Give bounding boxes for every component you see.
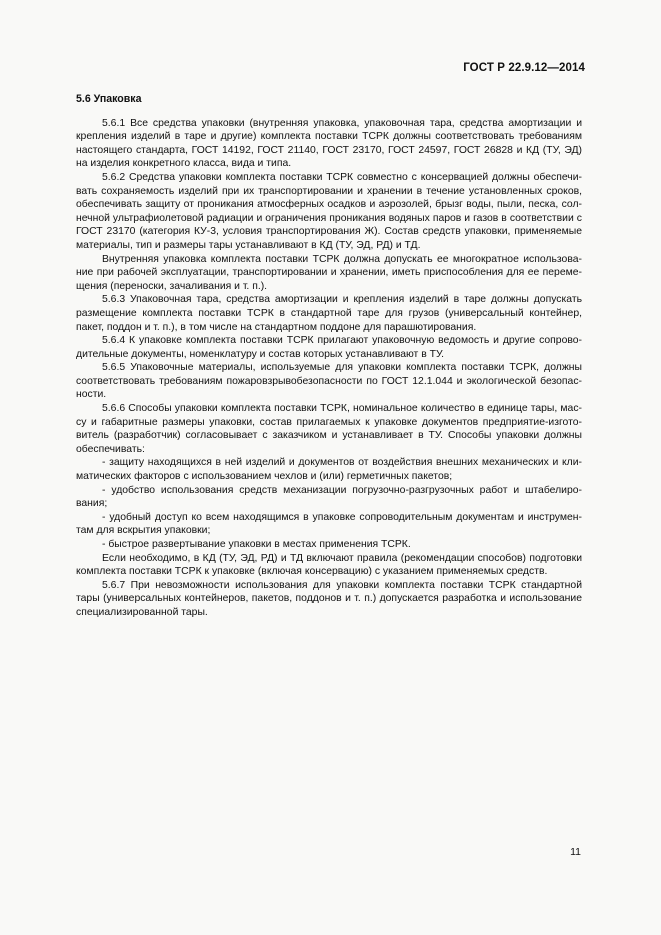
paragraph-5-6-6: 5.6.6 Способы упаковки комплекта поставки ТСРК, номинальное количество в единице тары, массу и габаритные размеры упаковки, состав прилагаемых к упаковке документов предприятие-изготовитель (разработчик) согласовывает с заказчиком и устанавливает в ТУ. Способы упаковки должны обеспечивать: (76, 403, 582, 455)
list-item-protection: - защиту находящихся в ней изделий и документов от воздействия внешних механических и климатических факторов с использованием чехлов и (или) герметичных пакетов; (76, 457, 582, 483)
page-number: 11 (570, 846, 581, 858)
paragraph-5-6-2: 5.6.2 Средства упаковки комплекта поставки ТСРК совместно с консервацией должны обеспечивать сохраняемость изделий при их транспортировании и хранении в течение установленных сроков, обеспечивать защиту от проникания атмосферных осадков и аэрозолей, брызг воды, пыли, песка, солнечной ультрафиолетовой радиации и ограничения проникания водяных паров и газов в соответствии с ГОСТ 23170 (категория КУ-3, условия транспортирования Ж). Состав средств упаковки, применяемые материалы, тип и размеры тары устанавливают в КД (ТУ, ЭД, РД) и ТД. (76, 171, 582, 251)
standard-code-header: ГОСТ Р 22.9.12—2014 (463, 62, 585, 74)
paragraph-5-6-7: 5.6.7 При невозможности использования для упаковки комплекта поставки ТСРК стандартной тары (универсальных контейнеров, пакетов, поддонов и т. п.) допускается разработка и использование специализированной тары. (76, 579, 582, 618)
list-item-deployment: - быстрое развертывание упаковки в местах применения ТСРК. (102, 539, 411, 550)
section-content (76, 93, 582, 620)
paragraph-5-6-3: 5.6.3 Упаковочная тара, средства амортизации и крепления изделий в таре должны допускать размещение комплекта поставки ТСРК в стандартной таре для грузов (универсальный контейнер, пакет, поддон и т. п.), в том числе на стандартном поддоне для парашютирования. (76, 294, 582, 333)
paragraph-preparation-rules: Если необходимо, в КД (ТУ, ЭД, РД) и ТД включают правила (рекомендации способов) подготовки комплекта поставки ТСРК к упаковке (включая консервацию) с указанием применяемых средств. (76, 552, 582, 578)
paragraph-5-6-1: 5.6.1 Все средства упаковки (внутренняя упаковка, упаковочная тара, средства амортизации и крепления изделий в таре и другие) комплекта поставки ТСРК должны соответствовать требованиям настоящего стандарта, ГОСТ 14192, ГОСТ 21140, ГОСТ 23170, ГОСТ 24597, ГОСТ 26828 и КД (ТУ, ЭД) на изделия конкретного класса, вида и типа. (76, 117, 582, 170)
section-title: 5.6 Упаковка (76, 93, 142, 105)
paragraph-5-6-5: 5.6.5 Упаковочные материалы, используемые для упаковки комплекта поставки ТСРК, должны соответствовать требованиям пожаровзрывобезопасности по ГОСТ 12.1.044 и экологической безопасности. (76, 362, 582, 401)
list-item-mechanization: - удобство использования средств механизации погрузочно-разгрузочных работ и штабелирования; (76, 484, 582, 510)
paragraph-inner-packaging: Внутренняя упаковка комплекта поставки ТСРК должна допускать ее многократное использование при рабочей эксплуатации, транспортировании и хранении, иметь приспособления для ее перемещения (переноски, зачаливания и т. п.). (76, 253, 582, 292)
list-item-access: - удобный доступ ко всем находящимся в упаковке сопроводительным документам и инструментам для вскрытия упаковки; (76, 511, 582, 537)
paragraph-5-6-4: 5.6.4 К упаковке комплекта поставки ТСРК прилагают упаковочную ведомость и другие сопроводительные документы, номенклатуру и состав которых устанавливают в ТУ. (76, 335, 582, 360)
